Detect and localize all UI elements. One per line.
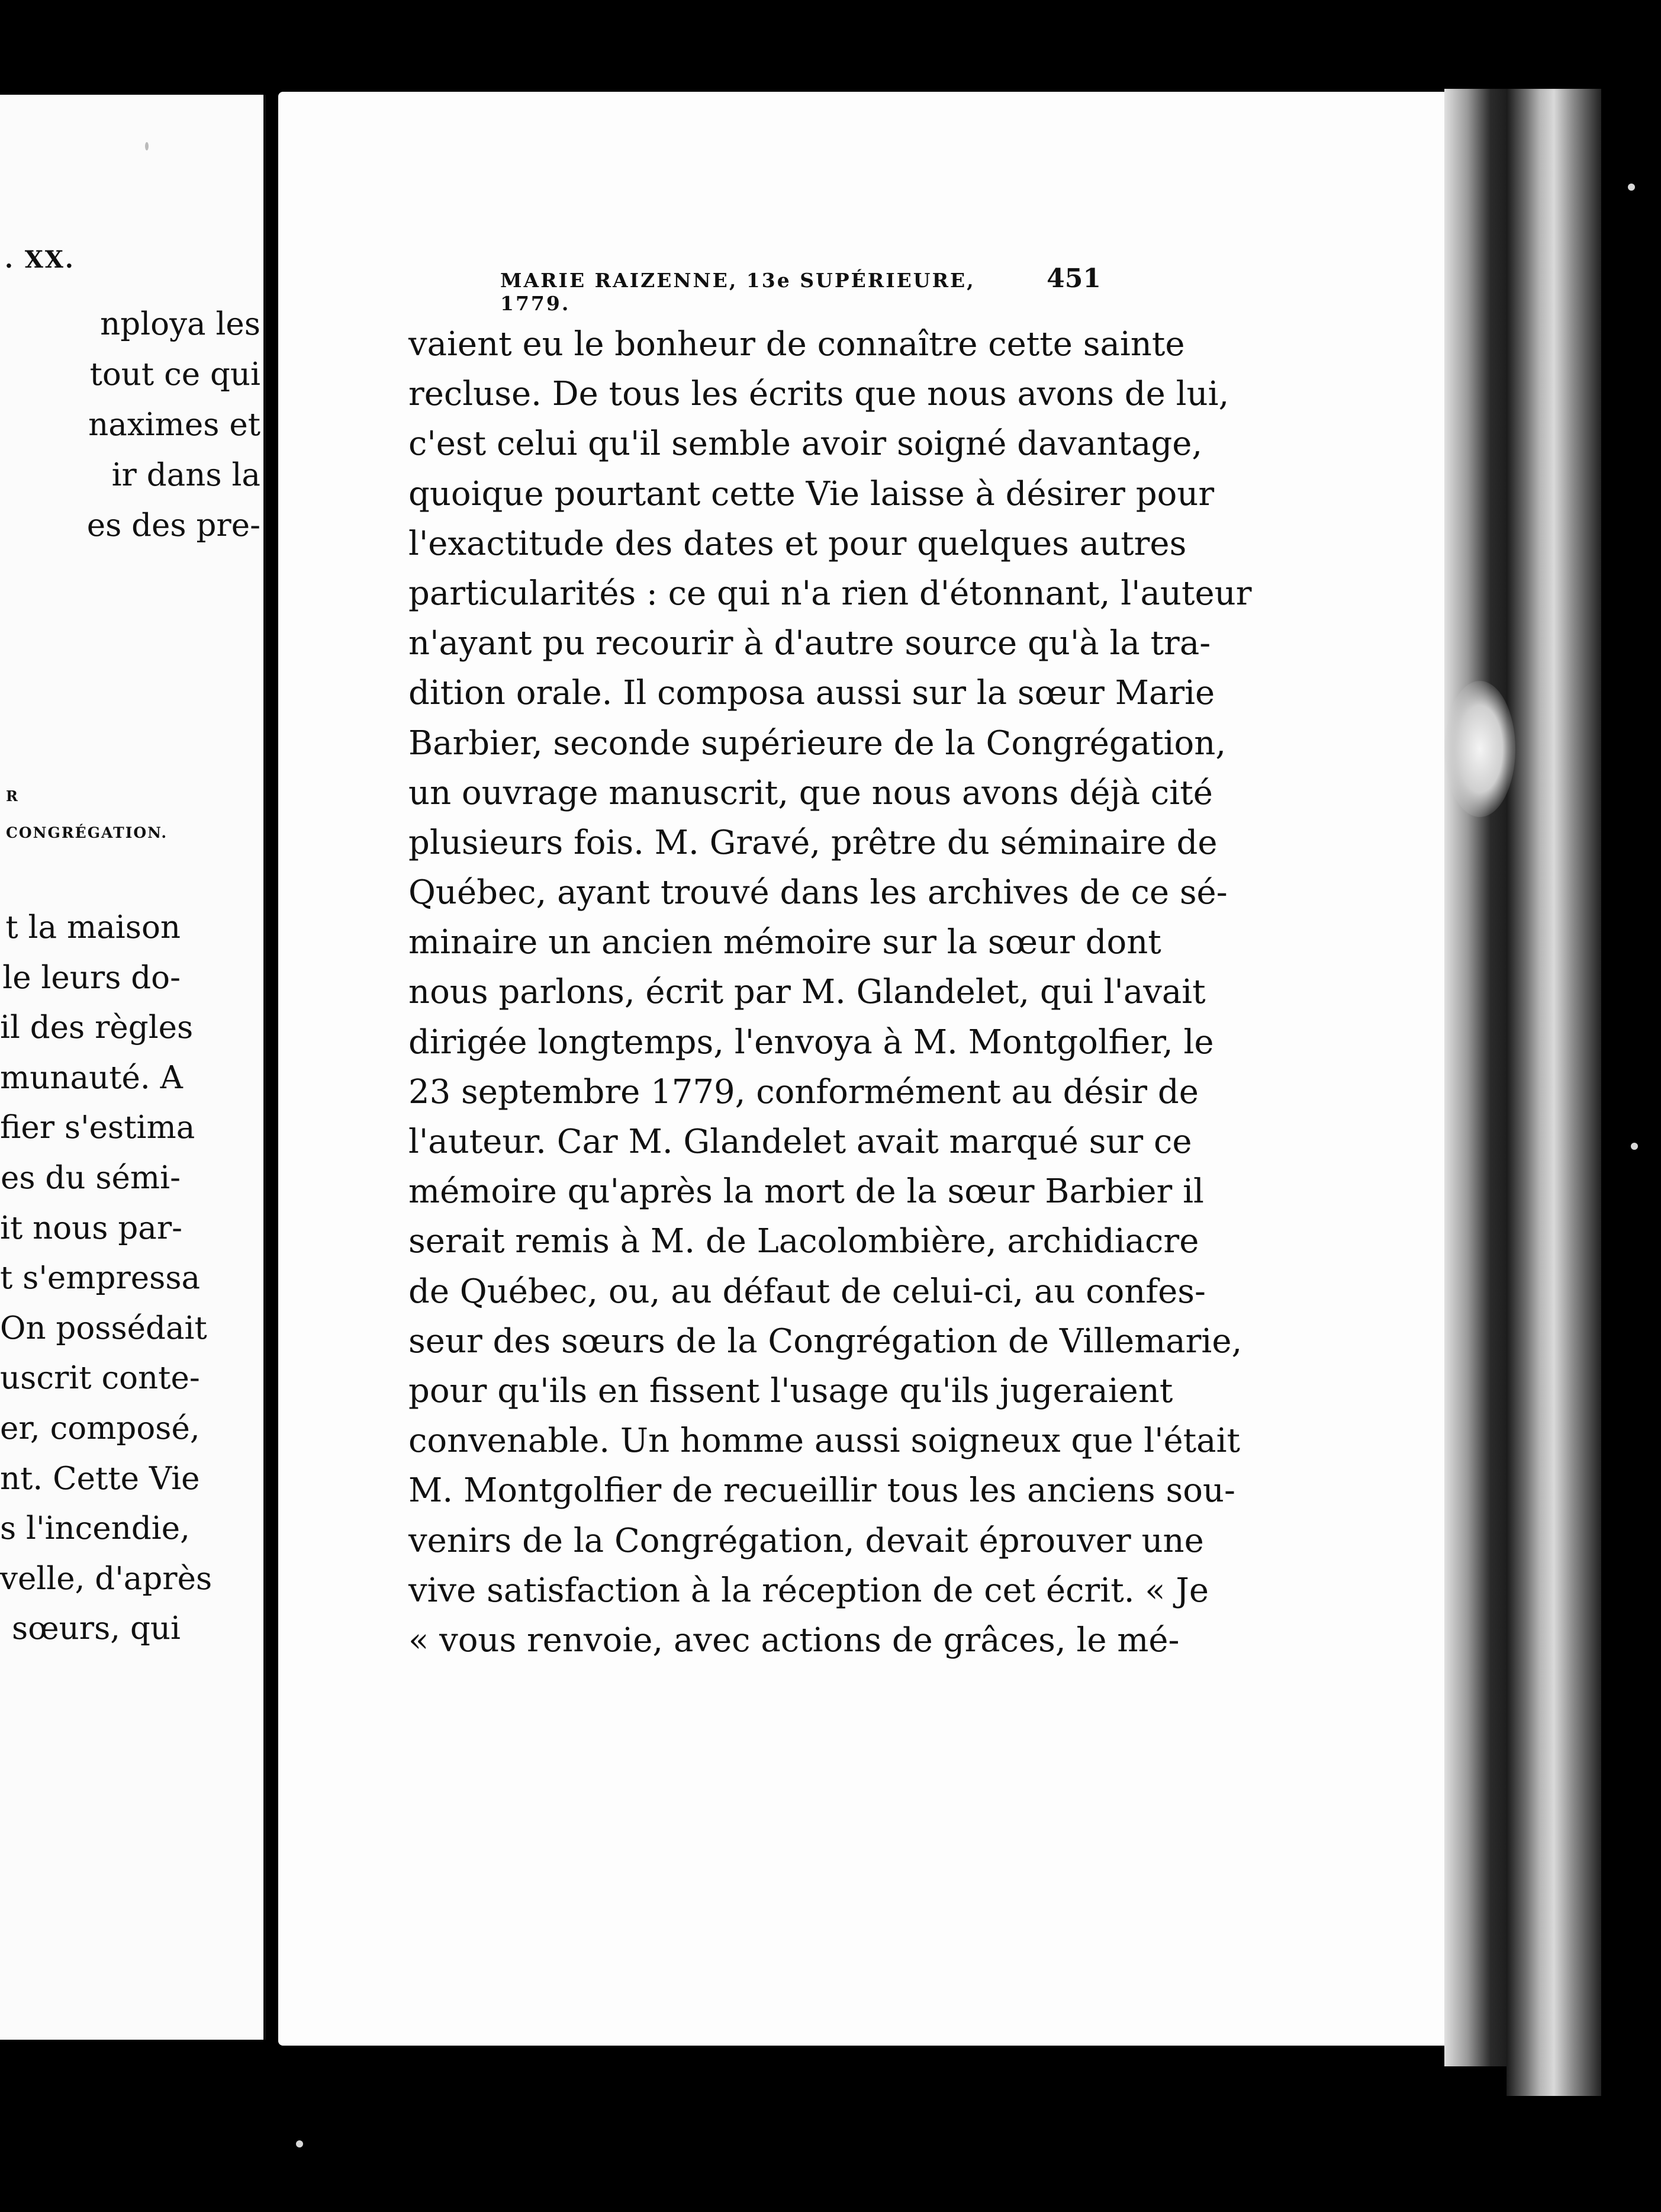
dust-speck	[145, 142, 149, 150]
book-binding-strip	[1507, 89, 1601, 2096]
text-line: convenable. Un homme aussi soigneux que l'était	[408, 1422, 1240, 1461]
text-line: un ouvrage manuscrit, que nous avons déjà cité	[408, 773, 1213, 812]
running-header	[500, 263, 1101, 315]
left-page-line: er, composé,	[0, 1410, 200, 1446]
left-page-line: ir dans la	[111, 457, 260, 493]
left-page-line: On possédait	[0, 1310, 207, 1346]
left-page-line: es des pre-	[86, 507, 260, 544]
left-page-line: fier s'estima	[0, 1110, 195, 1146]
left-page-line: il des règles	[0, 1009, 194, 1046]
dust-speck	[1631, 1143, 1638, 1150]
left-page-line: velle, d'après	[0, 1560, 213, 1597]
text-line: dirigée longtemps, l'envoya à M. Montgolfier, le	[408, 1023, 1214, 1062]
paper-stain	[1444, 681, 1515, 817]
left-page-header: . XX.	[5, 246, 75, 274]
left-page-line: nt. Cette Vie	[0, 1460, 200, 1497]
text-line: minaire un ancien mémoire sur la sœur dont	[408, 923, 1161, 962]
text-line: n'ayant pu recourir à d'autre source qu'à la tra-	[408, 624, 1211, 663]
body-text	[408, 320, 1252, 1666]
left-page-line: s l'incendie,	[0, 1510, 190, 1547]
text-line: serait remis à M. de Lacolombière, archidiacre	[408, 1222, 1199, 1261]
left-page-line: sœurs, qui	[12, 1610, 181, 1647]
left-page-line: tout ce qui	[89, 356, 260, 393]
text-line: recluse. De tous les écrits que nous avons de lui,	[408, 375, 1229, 414]
text-line: de Québec, ou, au défaut de celui-ci, au confes-	[408, 1272, 1206, 1311]
left-page-line: le leurs do-	[2, 959, 181, 996]
text-line: venirs de la Congrégation, devait éprouver une	[408, 1521, 1204, 1560]
dust-speck	[296, 2140, 303, 2147]
left-page-line: munauté. A	[0, 1059, 183, 1096]
text-line: plusieurs fois. M. Gravé, prêtre du séminaire de	[408, 823, 1218, 862]
left-page-text-block-bottom	[0, 903, 213, 1654]
left-page-section-title: CONGRÉGATION.	[6, 824, 168, 841]
left-page-line: nploya les	[100, 306, 260, 342]
text-line: nous parlons, écrit par M. Glandelet, qui l'avait	[408, 973, 1206, 1012]
text-line: Barbier, seconde supérieure de la Congrégation,	[408, 724, 1227, 763]
text-line: vive satisfaction à la réception de cet écrit. « Je	[408, 1571, 1209, 1610]
left-page-line: uscrit conte-	[0, 1360, 200, 1397]
page-number: 451	[1047, 263, 1101, 294]
left-page	[0, 95, 266, 2040]
text-line: vaient eu le bonheur de connaître cette sainte	[408, 325, 1185, 364]
left-page-line: t s'empressa	[0, 1260, 201, 1297]
text-line: « vous renvoie, avec actions de grâces, le mé-	[408, 1621, 1180, 1660]
text-line: 23 septembre 1779, conformément au désir de	[408, 1072, 1199, 1111]
left-page-line: it nous par-	[0, 1210, 183, 1246]
dust-speck	[1628, 184, 1635, 191]
left-page-section-fragment: R	[6, 787, 18, 805]
text-line: c'est celui qu'il semble avoir soigné davantage,	[408, 425, 1203, 464]
text-line: quoique pourtant cette Vie laisse à désirer pour	[408, 474, 1215, 513]
text-line: l'exactitude des dates et pour quelques autres	[408, 524, 1187, 563]
left-page-line: es du sémi-	[1, 1159, 181, 1196]
text-line: Québec, ayant trouvé dans les archives de ce sé-	[408, 873, 1228, 912]
left-page-line: t la maison	[5, 909, 181, 946]
text-line: M. Montgolfier de recueillir tous les anciens sou-	[408, 1471, 1235, 1510]
left-page-line: naximes et	[88, 407, 260, 443]
text-line: particularités : ce qui n'a rien d'étonnant, l'auteur	[408, 574, 1252, 613]
left-page-text-block-top	[0, 299, 260, 551]
text-line: pour qu'ils en fissent l'usage qu'ils jugeraient	[408, 1371, 1173, 1410]
text-line: l'auteur. Car M. Glandelet avait marqué sur ce	[408, 1123, 1192, 1161]
running-title: MARIE RAIZENNE, 13e SUPÉRIEURE, 1779.	[500, 269, 976, 315]
text-line: mémoire qu'après la mort de la sœur Barbier il	[408, 1172, 1204, 1211]
text-line: seur des sœurs de la Congrégation de Villemarie,	[408, 1322, 1242, 1361]
text-line: dition orale. Il composa aussi sur la sœur Marie	[408, 674, 1215, 713]
